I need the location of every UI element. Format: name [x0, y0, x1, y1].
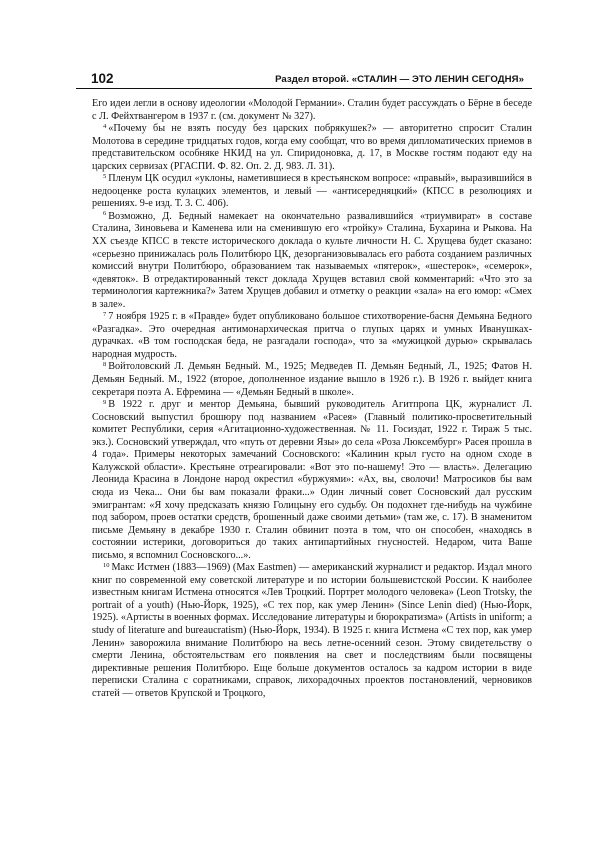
footnotes-block	[92, 98, 532, 700]
page-header	[76, 70, 532, 89]
footnote-text: В 1922 г. друг и ментор Демьяна, бывший руководитель Агитпропа ЦК, журналист Л. Сосновский выпустил брошюру под названием «Расея» (Главный политико-просветительный комитет Республики, серия «Агитационно-художественная. № 11. Госиздат, 1922 г. Тираж 5 тыс. экз.). Сосновский утверждал, что «путь от деревни Язы» до села «Роза Люксембург» Расея прошла в 4 года». Примеры некоторых замечаний Сосновского: «Калинин крыл густо на одном сходе в Калужской области». Крестьяне отреагировали: «Вот это по-нашему! Это — власть». Делегацию Леонида Красина в Лондоне народ окрестил «буржуями»: «Ах, вы, сволочи! Матросиков бы вам сюда из Чека... Они бы вам показали фраки...» Один личный совет Сосновский дал русским эмигрантам: «Я хочу предсказать князю Голицыну его судьбу. Он подохнет где-нибудь на чужбине под забором, проев остатки средств, брошенный даже своими детьми» (там же, с. 17). В знаменитом письме Демьяну в декабре 1930 г. Сталин обвинит поэта в том, что он способен, «находясь в состоянии истерики, договориться до таких антипартийных гнусностей. Недаром, чита Ваше письмо, я вспомнил Сосновского...».	[92, 399, 532, 561]
footnote-text: «Почему бы не взять посуду без царских побрякушек?» — авторитетно спросит Сталин Молотова в середине тридцатых годов, когда ему сообщат, что во время дипломатических приемов в представительском особняке НКИД на ул. Спиридоновка, д. 17, в Москве гостям подают еду на царских сервизах (РГАСПИ. Ф. 82. Оп. 2. Д. 983. Л. 31).	[92, 123, 532, 172]
footnote-mark: 9	[103, 398, 107, 406]
footnote-mark: 8	[103, 360, 107, 368]
footnote-text: Его идеи легли в основу идеологии «Молодой Германии». Сталин будет рассуждать о Бёрне в беседе с Л. Фейхтвангером в 1937 г. (см. документ № 327).	[92, 98, 532, 122]
footnote-mark: 10	[103, 561, 110, 569]
page-number: 102	[91, 71, 114, 86]
footnote-mark: 5	[103, 172, 107, 180]
footnote-mark: 7	[103, 310, 107, 318]
footnote-7	[92, 311, 532, 361]
footnote-mark: 4	[103, 122, 107, 130]
footnote-4	[92, 123, 532, 173]
footnote-text: Макс Истмен (1883—1969) (Max Eastmen) — американский журналист и редактор. Издал много книг по современной ему советской литературе и по истории большевистской России. К наиболее известным книгам Истмена относятся «Лев Троцкий. Портрет молодого человека» (Leon Trotsky, the portrait of a youth) (Нью-Йорк, 1925), «С тех пор, как умер Ленин» (Since Lenin died) (Нью-Йорк, 1925). «Артисты в военных формах. Исследование литературы и бюрократизма» (Artists in uniform; a study of literature and bureaucratism) (Нью-Йорк, 1934). В 1925 г. книга Истмена «С тех пор, как умер Ленин» заворожила внимание Политбюро на весь летне-осенний сезон. Этому свидетельству о смерти Ленина, обстоятельствам его появления на свет и последствиям были посвящены директивные решения Политбюро. Еще больше документов осталось за кадром истории в виде переписки Сталина с соратниками, справок, лихорадочных проектов постановлений, черновиков статей — ответов Крупской и Троцкого,	[92, 562, 532, 699]
footnote-text: Возможно, Д. Бедный намекает на окончательно развалившийся «триумвират» в составе Сталина, Зиновьева и Каменева или на сменившую его «тройку» Сталина, Бухарина и Рыкова. На XX съезде КПСС в тексте исторического доклада о культе личности Н. С. Хрущева будет сказано: «серьезно принижалась роль Политбюро ЦК, дезорганизовывалась его работа созданием различных комиссий внутри Политбюро, образованием так называемых «пятерок», «шестерок», «семерок», «девяток». В отредактированный текст доклада Хрущев вставил свой комментарий: «Что это за терминология картежника?» Затем Хрущев добавил и отметку о реакции «зала» на его юмор: «Смех в зале».	[92, 210, 532, 310]
footnote-10	[92, 562, 532, 700]
footnote-6	[92, 211, 532, 311]
footnote-text: 7 ноября 1925 г. в «Правде» будет опубликовано большое стихотворение-басня Демьяна Бедного «Разгадка». Это очередная антимонархическая притча о глупых царях и умных Иванушках-дурачках. «В том господская беда, не разгадали господа», что за «мужицкой дурью» скрывалась народная мудрость.	[92, 311, 532, 360]
footnote-text: Войтоловский Л. Демьян Бедный. М., 1925; Медведев П. Демьян Бедный, Л., 1925; Фатов Н. Демьян Бедный. М., 1922 (второе, дополненное издание вышло в 1926 г.). В 1926 г. выйдет книга секретаря поэта А. Ефремина — «Демьян Бедный в школе».	[92, 361, 532, 398]
footnote-mark: 6	[103, 210, 107, 218]
footnote-continued	[92, 98, 532, 123]
footnote-5	[92, 173, 532, 211]
footnote-9	[92, 399, 532, 562]
footnote-text: Пленум ЦК осудил «уклоны, наметившиеся в крестьянском вопросе: «правый», выразившийся в недооценке роста кулацких элементов, и левый — «антисередняцкий» (КПСС в резолюциях и решениях. 9-е изд. Т. 3. С. 406).	[92, 173, 532, 210]
footnote-8	[92, 361, 532, 399]
running-head: Раздел второй. «СТАЛИН — ЭТО ЛЕНИН СЕГОДНЯ»	[275, 74, 524, 85]
